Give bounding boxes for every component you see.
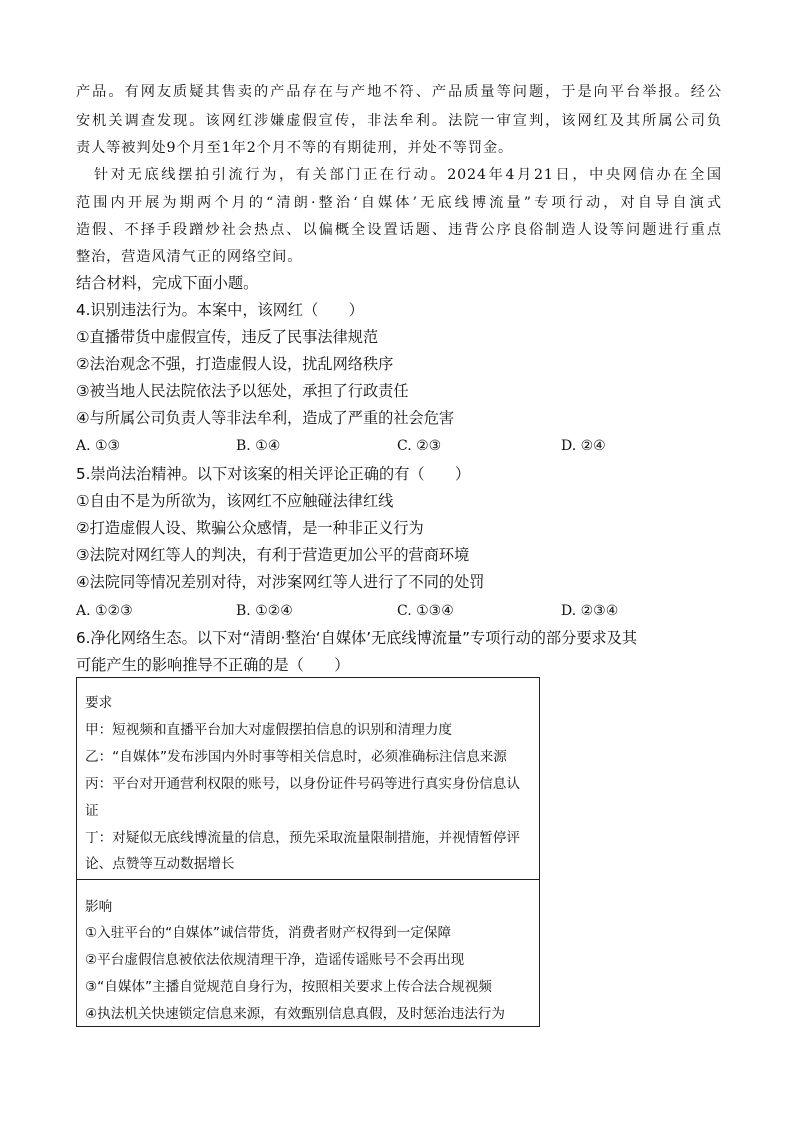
passage-line: 范围内开展为期两个月的“清朗·整治‘自媒体’无底线博流量”专项行动，对自导自演式 <box>76 195 722 211</box>
q5-item: ①自由不是为所欲为，该网红不应触碰法律红线 <box>76 492 394 510</box>
q5-item: ④法院同等情况差别对待，对涉案网红等人进行了不同的处罚 <box>76 573 485 591</box>
q5-option-a: A. ①②③ <box>76 603 133 619</box>
passage-line: 造假、不择手段蹭炒社会热点、以偏概全设置话题、违背公序良俗制造人设等问题进行重点 <box>76 222 722 238</box>
passage-line: 安机关调查发现。该网红涉嫌虚假宣传，非法牟利。法院一审宣判，该网红及其所属公司负 <box>76 113 722 129</box>
instruction-text: 结合材料，完成下面小题。 <box>76 274 259 292</box>
q4-option-a: A. ①③ <box>76 438 121 454</box>
effect-item: ③“自媒体”主播自觉规范自身行为，按照相关要求上传合法合规视频 <box>85 979 492 995</box>
q6-stem: 6.净化网络生态。以下对“清朗·整治‘自媒体’无底线博流量”专项行动的部分要求及其 <box>76 629 638 647</box>
passage-line: 责人等被判处9个月至1年2个月不等的有期徒刑，并处不等罚金。 <box>76 140 514 156</box>
q5-item: ③法院对网红等人的判决，有利于营造更加公平的营商环境 <box>76 546 470 564</box>
requirements-heading: 要求 <box>85 695 113 711</box>
q4-item: ③被当地人民法院依法予以惩处，承担了行政责任 <box>76 382 409 400</box>
passage-line: 针对无底线摆拍引流行为，有关部门正在行动。2024年4月21日，中央网信办在全国 <box>94 167 722 183</box>
passage-line: 整治，营造风清气正的网络空间。 <box>76 249 303 265</box>
q4-item: ①直播带货中虚假宣传，违反了民事法律规范 <box>76 328 379 346</box>
requirement-item-continued: 论、点赞等互动数据增长 <box>85 856 235 872</box>
requirements-box <box>76 677 540 880</box>
q5-item: ②打造虚假人设、欺骗公众感情，是一种非正义行为 <box>76 519 424 537</box>
effect-item: ②平台虚假信息被依法依规清理干净，造谣传谣账号不会再出现 <box>85 952 465 968</box>
requirement-item: 甲：短视频和直播平台加大对虚假摆拍信息的识别和清理力度 <box>85 722 453 738</box>
q4-stem: 4.识别违法行为。本案中，该网红（ ） <box>76 301 364 319</box>
passage-line: 产品。有网友质疑其售卖的产品存在与产地不符、产品质量等问题，于是向平台举报。经公 <box>76 84 722 100</box>
requirement-item-continued: 证 <box>85 803 99 819</box>
q4-option-c: C. ②③ <box>397 438 442 454</box>
effects-heading: 影响 <box>85 899 113 915</box>
q5-option-d: D. ②③④ <box>561 603 619 619</box>
q4-option-d: D. ②④ <box>561 438 606 454</box>
q5-stem: 5.崇尚法治精神。以下对该案的相关评论正确的有（ ） <box>76 465 471 483</box>
requirement-item: 乙：“自媒体”发布涉国内外时事等相关信息时，必须准确标注信息来源 <box>85 749 507 765</box>
q4-item: ②法治观念不强，打造虚假人设，扰乱网络秩序 <box>76 355 394 373</box>
q4-option-b: B. ①④ <box>236 438 281 454</box>
requirement-item: 丁：对疑似无底线博流量的信息，预先采取流量限制措施，并视情暂停评 <box>85 830 520 846</box>
requirement-item: 丙：平台对开通营利权限的账号，以身份证件号码等进行真实身份信息认 <box>85 776 520 792</box>
q6-stem-continued: 可能产生的影响推导不正确的是（ ） <box>76 656 350 674</box>
effect-item: ①入驻平台的“自媒体”诚信带货，消费者财产权得到一定保障 <box>85 925 452 941</box>
effect-item: ④执法机关快速锁定信息来源，有效甄别信息真假，及时惩治违法行为 <box>85 1006 505 1022</box>
effects-box <box>76 879 540 1027</box>
q4-item: ④与所属公司负责人等非法牟利，造成了严重的社会危害 <box>76 409 455 427</box>
q5-option-b: B. ①②④ <box>236 603 293 619</box>
q5-option-c: C. ①③④ <box>397 603 454 619</box>
